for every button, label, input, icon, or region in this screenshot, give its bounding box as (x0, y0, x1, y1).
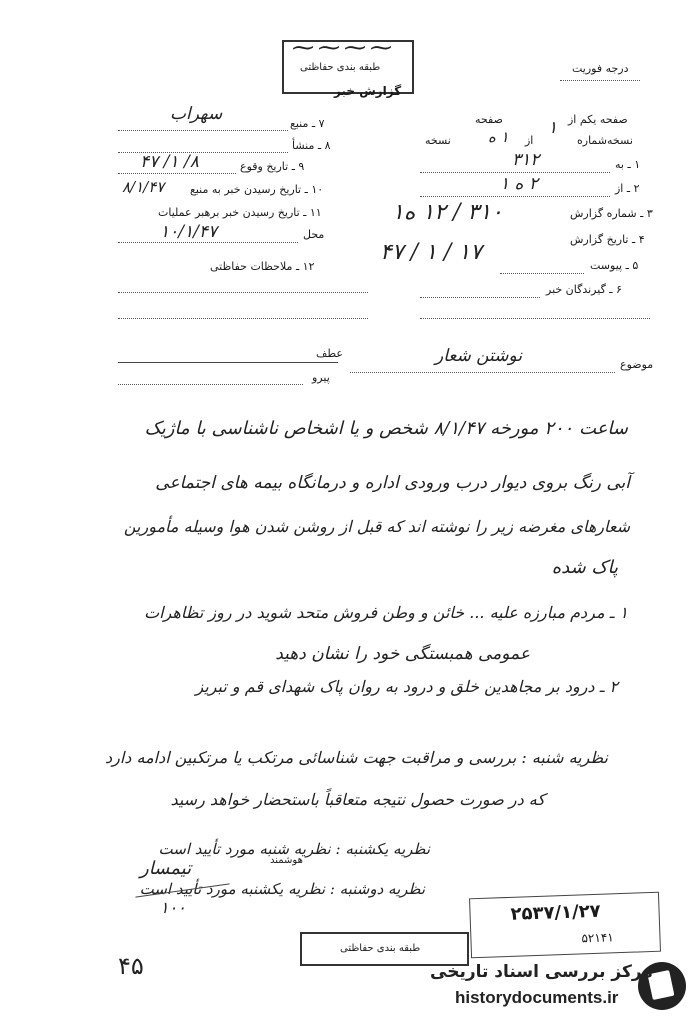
received-stamp (469, 892, 661, 959)
page-number: ۴۵ (118, 952, 144, 980)
notes-line-2 (118, 318, 368, 319)
body-line: ۲ ـ درود بر مجاهدین خلق و درود به روان پاک شهدای قم و تبریز (195, 677, 618, 696)
report-title: گزارش خبر (334, 84, 402, 98)
classification-label: طبقه بندی حفاظتی (300, 62, 381, 73)
signature-hooshmand: هوشمند (270, 855, 303, 866)
field-from-label: ۲ ـ از (615, 182, 640, 195)
field-to-value: ۳۱۲ (512, 150, 540, 170)
peyro-line (118, 384, 303, 385)
body-line: شعارهای مغرضه زیر را نوشته اند که قبل از روشن شدن هوا وسیله مأمورین (123, 517, 630, 536)
body-line: آبی رنگ بروی دیوار درب ورودی اداره و درمانگاه بیمه های اجتماعی (155, 473, 630, 493)
note-line: که در صورت حصول نتیجه متعاقباً باستحضار خواهد رسید (170, 790, 545, 809)
subject-value: نوشتن شعار (435, 346, 523, 366)
recipients-label: ۶ ـ گیرندگان خبر (546, 283, 622, 296)
received-stamp-number: ۵۲۱۴۱ (581, 930, 614, 946)
field-arrival-source-label: ۱۰ ـ تاریخ رسیدن خبر به منبع (190, 183, 324, 196)
field-occurrence-date-line (118, 173, 236, 174)
peyro-label: پیرو (312, 371, 330, 384)
body-line: ساعت ۲۰۰ مورخه ۸/۱/۴۷ شخص و یا اشخاص ناشناسی با ماژیک (144, 418, 628, 439)
field-arrival-source-value: ۸/۱/۴۷ (122, 178, 165, 196)
copy-number-label: نسخه‌شماره (577, 134, 633, 147)
page-suffix: صفحه (475, 113, 503, 126)
copy-number-value: ۱ (548, 118, 558, 138)
field-to-label: ۱ ـ به (615, 158, 641, 171)
copy-of: از (525, 134, 534, 147)
field-from-line (420, 196, 610, 197)
field-place-value: ۱۰/۱/۴۷ (160, 222, 218, 242)
field-source-value: سهراب (170, 104, 223, 124)
attachment-label: ۵ ـ پیوست (590, 259, 639, 272)
atf-divider (118, 362, 338, 363)
attachment-line (500, 273, 584, 274)
notes-line-1 (118, 292, 368, 293)
subject-line (350, 372, 615, 373)
field-place-label: محل (303, 228, 325, 241)
footer-classification: طبقه بندی حفاظتی (340, 943, 421, 954)
body-line: ۱ ـ مردم مبارزه علیه ... خائن و وطن فروش متحد شوید در روز تظاهرات (144, 603, 628, 622)
left-signature-number: ۱۰۰ (160, 898, 186, 917)
field-security-notes-label: ۱۲ ـ ملاحظات حفاظتی (210, 260, 315, 273)
received-stamp-date: ۲۵۳۷/۱/۲۷ (510, 900, 601, 925)
report-number-label: ۳ ـ شماره گزارش (570, 207, 653, 220)
subject-label: موضوع (620, 358, 654, 371)
note-line: نظریه یکشنبه : نظریه شنبه مورد تأیید است (158, 840, 430, 858)
field-arrival-leader-label: ۱۱ ـ تاریخ رسیدن خبر برهبر عملیات (158, 206, 322, 219)
report-number-value: ۳۱۰ / ۱۲ ه۱ (392, 200, 503, 225)
copy-suffix: نسخه (425, 134, 451, 147)
watermark-name: مرکز بررسی اسناد تاریخی (430, 962, 653, 982)
field-occurrence-date-value: ۸/ ۱/ ۴۷ (140, 152, 199, 172)
recipients-line-1 (420, 297, 540, 298)
body-line: پاک شده (551, 557, 618, 578)
urgency-label: درجه فوریت (572, 62, 629, 75)
field-to-line (420, 172, 610, 173)
recipients-line-2 (420, 318, 650, 319)
watermark-url: historydocuments.ir (455, 988, 619, 1007)
field-from-value: ۲ ه ۱ (500, 174, 538, 194)
body-line: عمومی همبستگی خود را نشان دهید (275, 644, 530, 664)
field-source-label: ۷ ـ منبع (290, 117, 325, 130)
note-line: نظریه شنبه : بررسی و مراقبت جهت شناسائی مرتکب یا مرتکبین ادامه دارد (105, 748, 608, 767)
urgency-line (560, 80, 640, 81)
note-line: نظریه دوشنبه : نظریه یکشنبه مورد تأیید است (139, 880, 425, 898)
field-origin-label: ۸ ـ منشأ (292, 139, 331, 152)
field-place-line (118, 242, 298, 243)
field-source-line (118, 130, 288, 131)
classification-scribble: ⁓⁓⁓⁓ (292, 36, 396, 61)
left-signature: تیمسار (140, 858, 192, 879)
copy-total-value: ۱ ه (488, 128, 509, 146)
page-of-label: صفحه یکم از (568, 113, 628, 126)
atf-label: عطف (316, 347, 343, 360)
report-date-label: ۴ ـ تاریخ گزارش (570, 233, 645, 246)
report-date-value: ۱۷ / ۱ / ۴۷ (380, 240, 482, 265)
field-occurrence-date-label: ۹ ـ تاریخ وقوع (240, 160, 305, 173)
